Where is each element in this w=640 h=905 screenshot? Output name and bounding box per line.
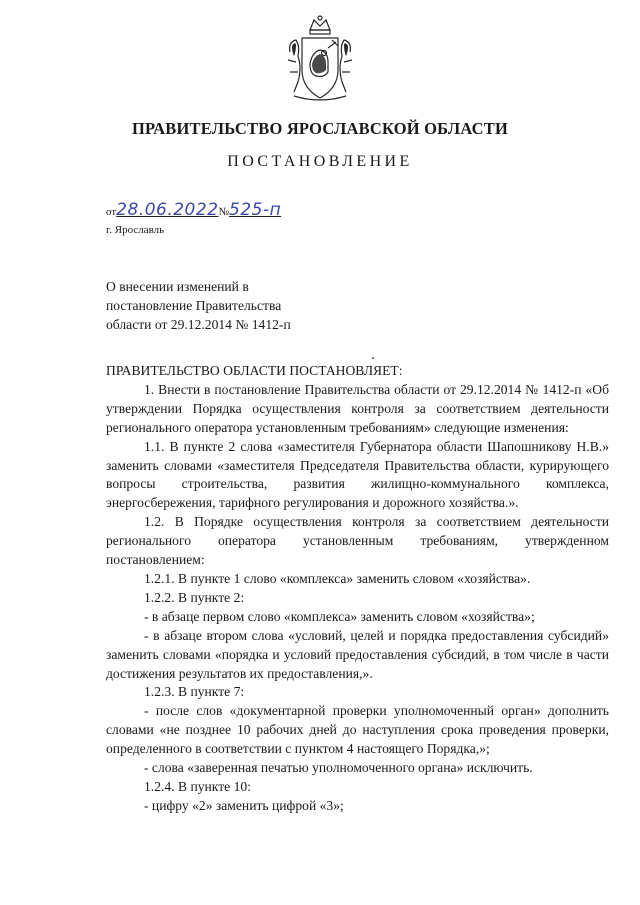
resolution-heading: ПРАВИТЕЛЬСТВО ОБЛАСТИ ПОСТАНОВЛЯЕТ: xyxy=(106,363,403,378)
paragraph: 1.2.1. В пункте 1 слово «комплекса» заменить словом «хозяйства». xyxy=(144,570,531,586)
paragraph: 1. Внести в постановление Правительства области от 29.12.2014 № 1412-п «Об утверждении Порядка осуществления контроля за соответствием деятельности регионального оператора установленным требованиям» следующие изменения: xyxy=(106,381,609,435)
number-prefix: № xyxy=(218,206,230,218)
paragraph: - цифру «2» заменить цифрой «3»; xyxy=(144,797,344,813)
document-body xyxy=(106,362,609,816)
subject-line: области от 29.12.2014 № 1412-п xyxy=(106,317,291,332)
paragraph: 1.2.4. В пункте 10: xyxy=(144,778,251,794)
paragraph: - в абзаце первом слово «комплекса» заменить словом «хозяйства»; xyxy=(144,608,535,624)
scan-mark xyxy=(372,357,374,359)
document-type: ПОСТАНОВЛЕНИЕ xyxy=(227,153,413,170)
paragraph: - в абзаце втором слова «условий, целей и порядка предоставления субсидий» заменить словами «порядка и условий предоставления субсидий, в том числе в части достижения результатов их предоставления,». xyxy=(106,627,609,681)
paragraph: 1.2.3. В пункте 7: xyxy=(144,684,245,700)
paragraph: 1.1. В пункте 2 слова «заместителя Губернатора области Шапошникову Н.В.» заменить словами «заместителя Председателя Правительства области, курирующего вопросы строительства, развития жилищно-коммунального комплекса, энергосбережения, тарифного регулирования и дорожного хозяйства.». xyxy=(106,438,609,511)
government-title: ПРАВИТЕЛЬСТВО ЯРОСЛАВСКОЙ ОБЛАСТИ xyxy=(131,119,509,138)
paragraph: - слова «заверенная печатью уполномоченного органа» исключить. xyxy=(144,760,533,776)
document-subject xyxy=(106,277,366,334)
paragraph: - после слов «документарной проверки уполномоченный орган» дополнить словами «не позднее 10 рабочих дней до наступления срока проведения проверки, определенного в соответствии с пунктом 4 настоящего Порядка,»; xyxy=(106,703,609,757)
date-number-line xyxy=(106,200,281,220)
handwritten-number: 525-п xyxy=(229,200,282,220)
city-label: г. Ярославль xyxy=(106,224,165,236)
subject-line: О внесении изменений в xyxy=(106,279,249,294)
paragraph: 1.2.2. В пункте 2: xyxy=(144,589,245,605)
subject-line: постановление Правительства xyxy=(106,298,282,313)
handwritten-date: 28.06.2022 xyxy=(116,200,219,220)
paragraph: 1.2. В Порядке осуществления контроля за соответствием деятельности регионального оператора установленным требованиям, утвержденном постановлением: xyxy=(106,514,609,568)
coat-of-arms-emblem xyxy=(284,12,356,104)
date-prefix: от xyxy=(106,206,117,218)
